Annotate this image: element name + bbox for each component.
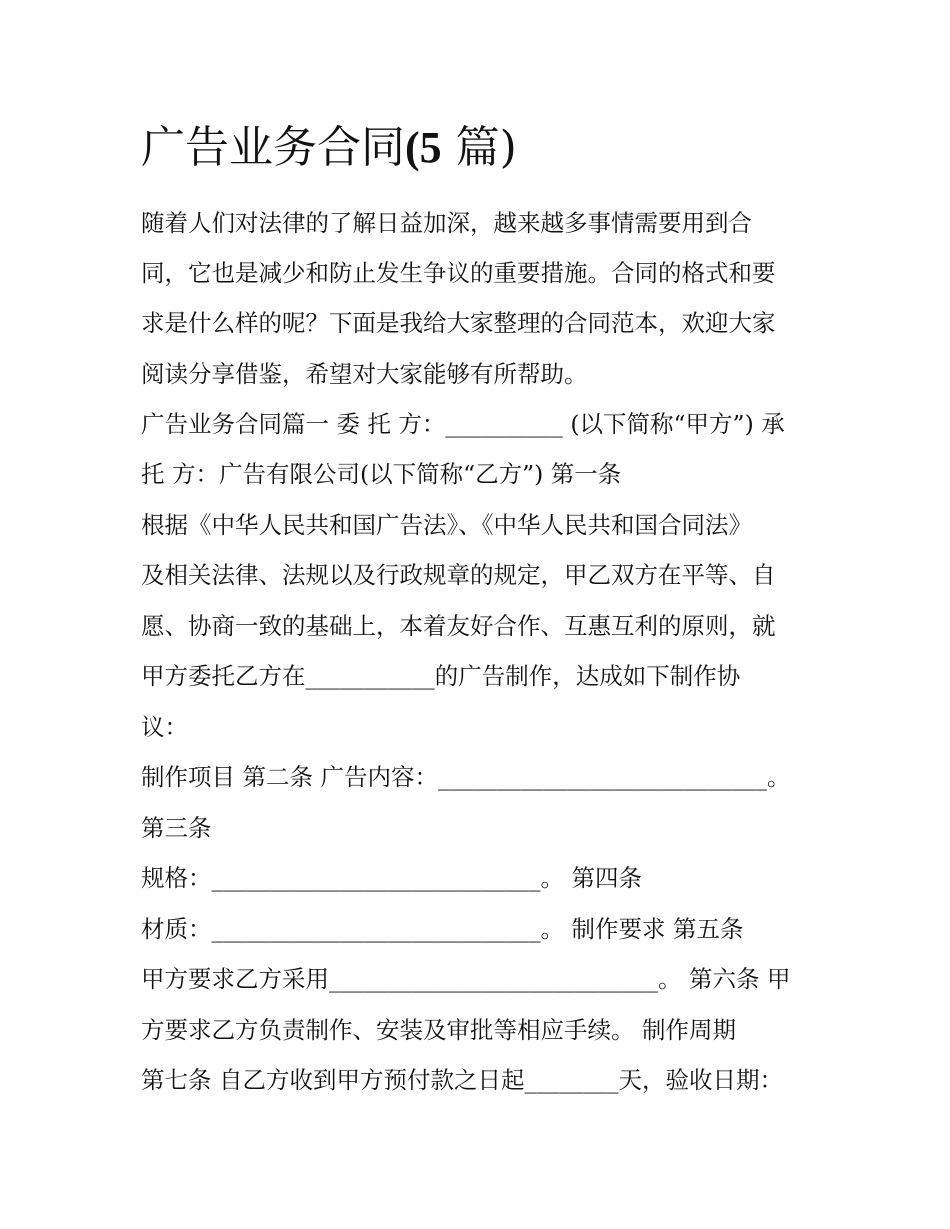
- body-line: 阅读分享借鉴，希望对大家能够有所帮助。: [141, 360, 588, 388]
- body-line: 甲方要求乙方采用____________________________。 第六条 甲: [141, 965, 791, 993]
- body-line: 规格：____________________________。 第四条: [141, 864, 642, 892]
- document-title: [141, 116, 517, 180]
- body-line: 第七条 自乙方收到甲方预付款之日起________天，验收日期：: [141, 1066, 783, 1094]
- title-prefix: 广告业务合同: [141, 122, 405, 173]
- body-line: 随着人们对法律的了解日益加深，越来越多事情需要用到合: [141, 209, 752, 237]
- body-line: 愿、协商一致的基础上，本着友好合作、互惠互利的原则，就: [141, 612, 776, 640]
- body-line: 同，它也是减少和防止发生争议的重要措施。合同的格式和要: [141, 259, 776, 287]
- body-line: 求是什么样的呢？下面是我给大家整理的合同范本，欢迎大家: [141, 309, 776, 337]
- body-line: 托 方：广告有限公司(以下简称“乙方”) 第一条: [141, 460, 622, 488]
- title-suffix: 篇): [455, 122, 517, 173]
- body-line: 方要求乙方负责制作、安装及审批等相应手续。 制作周期: [141, 1016, 736, 1044]
- title-number: (5: [405, 123, 442, 172]
- body-line: 广告业务合同篇一 委 托 方：__________ (以下简称“甲方”) 承: [141, 410, 785, 438]
- body-line: 第三条: [141, 814, 212, 842]
- body-line: 根据《中华人民共和国广告法》、《中华人民共和国合同法》: [141, 511, 752, 539]
- body-line: 材质：____________________________。 制作要求 第五条: [141, 915, 744, 943]
- body-line: 及相关法律、法规以及行政规章的规定，甲乙双方在平等、自: [141, 561, 776, 589]
- body-line: 议：: [141, 713, 188, 741]
- body-line: 制作项目 第二条 广告内容：____________________________。: [141, 763, 791, 791]
- body-line: 甲方委托乙方在___________的广告制作，达成如下制作协: [141, 662, 741, 690]
